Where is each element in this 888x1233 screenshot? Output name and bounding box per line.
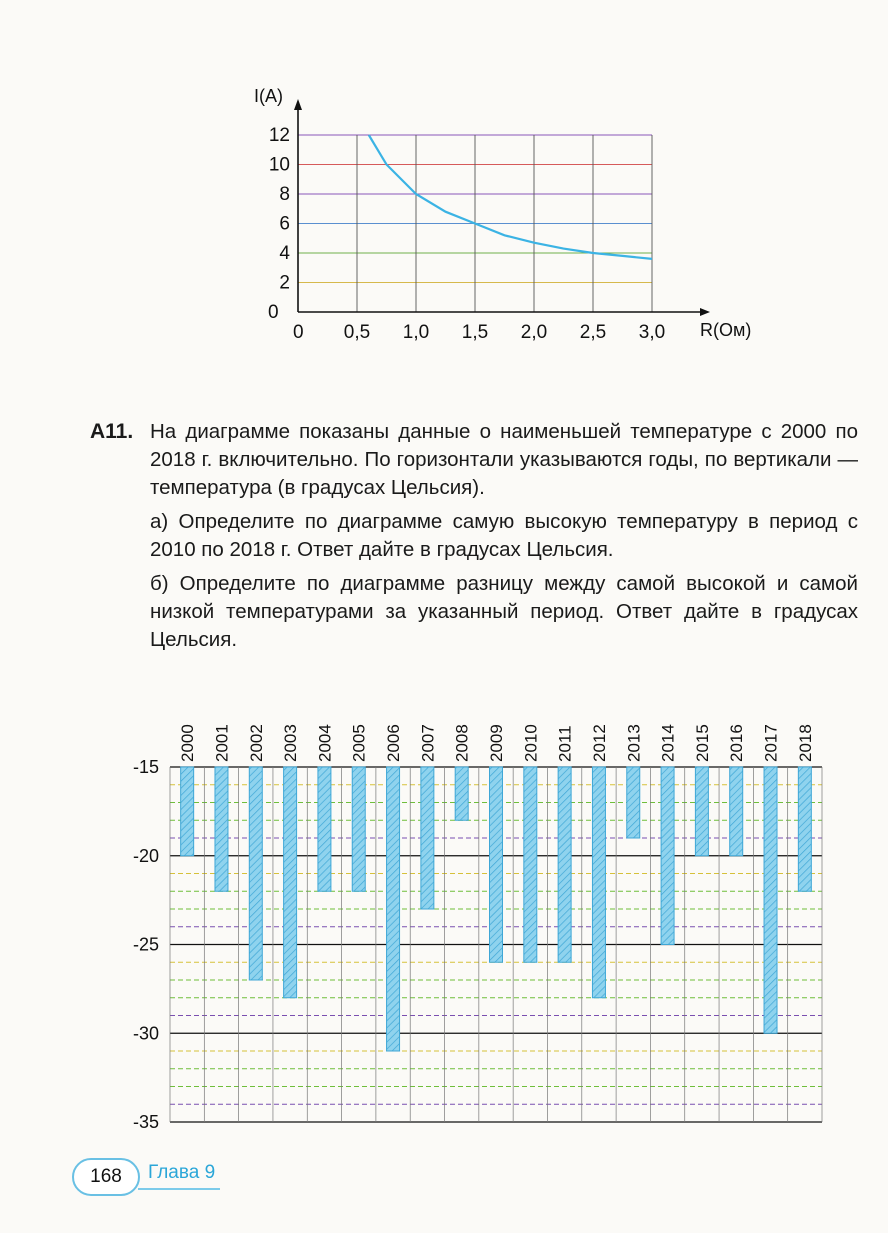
temperature-bar (524, 767, 537, 962)
top-x-tick: 2,0 (520, 322, 548, 343)
task-body (150, 418, 858, 654)
top-ylabel: I(A) (254, 86, 283, 106)
year-label: 2012 (589, 724, 609, 762)
year-label: 2018 (795, 724, 815, 762)
task-intro: На диаграмме показаны данные о наименьшей температуре с 2000 по 2018 г. включительно. По горизонтали указываются годы, по вертикали — температура (в градусах Цельсия). (150, 420, 858, 499)
year-label: 2013 (624, 724, 644, 762)
top-y-tick: 4 (279, 243, 290, 264)
page-footer (72, 1158, 242, 1194)
top-x-tick: 3,0 (638, 322, 666, 343)
top-xlabel: R(Ом) (700, 320, 752, 340)
bar-chart-bars (181, 767, 812, 1051)
year-label: 2009 (487, 724, 506, 762)
year-label: 2008 (452, 724, 472, 762)
current-resistance-chart (0, 0, 888, 400)
current-curve (369, 135, 652, 259)
top-y-tick: 6 (279, 213, 290, 235)
top-y-tick: 12 (268, 125, 290, 146)
top-x-tick: 1,5 (461, 322, 489, 343)
temperature-bar (592, 767, 605, 998)
top-x-zero-label: 0 (293, 322, 304, 343)
temperature-bar (661, 767, 674, 945)
year-label: 2006 (384, 724, 404, 762)
temperature-bar (627, 767, 640, 838)
y-axis-arrow (294, 99, 302, 110)
top-y-tick: 2 (279, 272, 290, 294)
year-label: 2007 (418, 724, 438, 762)
task-part-b: б) Определите по диаграмме разницу между самой высокой и самой низкой температурами за указанный период. Ответ дайте в градусах Цельсия. (150, 572, 858, 651)
year-label: 2015 (692, 724, 712, 762)
temperature-bar (284, 767, 297, 998)
bar-y-tick: -30 (132, 1023, 159, 1044)
temperature-bar (798, 767, 811, 891)
temperature-bar (764, 767, 777, 1033)
temperature-bar (181, 767, 194, 856)
bar-y-tick: -15 (132, 757, 159, 777)
temperature-bar (490, 767, 503, 962)
temperature-bar (387, 767, 400, 1051)
year-label: 2010 (521, 724, 541, 762)
year-label: 2016 (727, 724, 747, 762)
x-axis-arrow (700, 308, 710, 316)
year-label: 2001 (212, 724, 232, 762)
task-part-a: а) Определите по диаграмме самую высокую температуру в период с 2010 по 2018 г. Ответ дайте в градусах Цельсия. (150, 510, 858, 561)
top-x-tick: 1,0 (402, 322, 430, 343)
bar-y-tick: -25 (132, 934, 159, 955)
temperature-bar (318, 767, 331, 891)
year-label: 2002 (246, 724, 266, 762)
temperature-bar (421, 767, 434, 909)
bar-chart-grid (170, 767, 822, 1122)
page-number: 168 (72, 1158, 140, 1196)
top-chart-axes (294, 99, 710, 316)
temperature-bar (695, 767, 708, 856)
year-label: 2011 (555, 725, 575, 762)
temperature-bar (558, 767, 571, 962)
top-x-tick: 0,5 (343, 322, 371, 343)
top-y-tick: 10 (268, 154, 290, 176)
temperature-bar (352, 767, 365, 891)
top-x-tick: 2,5 (579, 322, 607, 343)
bar-chart-labels (133, 724, 815, 1132)
chapter-title: Глава 9 (148, 1162, 216, 1183)
year-label: 2005 (349, 724, 369, 762)
temperature-bar (730, 767, 743, 856)
year-label: 2004 (315, 724, 335, 762)
top-chart-labels (254, 86, 751, 343)
bar-y-tick: -20 (132, 845, 159, 866)
top-y-tick: 8 (279, 184, 290, 205)
footer-underline (138, 1188, 220, 1190)
temperature-bar (249, 767, 262, 980)
task-number: A11. (90, 420, 134, 443)
task-a11 (90, 418, 858, 660)
year-label: 2003 (281, 724, 301, 762)
top-origin-label: 0 (268, 302, 279, 323)
year-label: 2017 (761, 724, 781, 762)
temperature-bar (455, 767, 468, 820)
year-label: 2000 (178, 724, 198, 762)
bar-y-tick: -35 (132, 1112, 159, 1132)
temperature-bar (215, 767, 228, 891)
year-label: 2014 (658, 724, 678, 762)
